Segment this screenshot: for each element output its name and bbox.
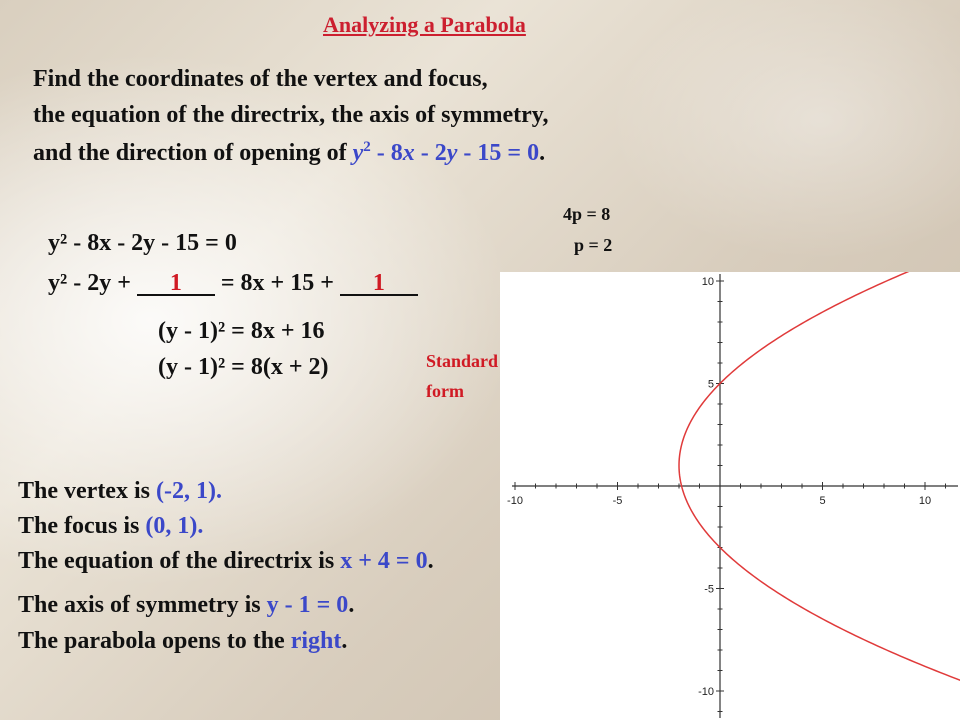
y-tick-label: 5 bbox=[707, 378, 714, 391]
step-3-equation: (y - 1)² = 8x + 16 bbox=[158, 318, 325, 344]
parabola-graph bbox=[500, 272, 960, 720]
step-4-equation: (y - 1)² = 8(x + 2) bbox=[158, 354, 329, 380]
answer-directrix: The equation of the directrix is x + 4 = 0. bbox=[18, 548, 434, 574]
y-tick-label: -10 bbox=[698, 686, 714, 698]
answer-axis: The axis of symmetry is y - 1 = 0. bbox=[18, 592, 355, 618]
step-1-equation: y² - 8x - 2y - 15 = 0 bbox=[48, 230, 237, 256]
y-tick-label: -5 bbox=[704, 583, 714, 596]
x-tick-label: -5 bbox=[612, 495, 623, 507]
x-tick-label: 10 bbox=[918, 495, 932, 507]
step-2-equation: y² - 2y + 1 = 8x + 15 + 1 bbox=[48, 270, 418, 297]
page-title: Analyzing a Parabola bbox=[323, 12, 526, 37]
answer-opens: The parabola opens to the right. bbox=[18, 628, 348, 654]
y-tick-label: 10 bbox=[701, 276, 714, 288]
question-line-2: the equation of the directrix, the axis of symmetry, bbox=[33, 102, 549, 128]
x-tick-label: 5 bbox=[819, 495, 826, 507]
x-tick-label: -10 bbox=[507, 495, 523, 507]
graph-canvas bbox=[500, 272, 960, 720]
question-line-3: and the direction of opening of $y^2 - 8x - 2y - 15 = 0$. bbox=[33, 139, 546, 166]
blank-2-value: 1 bbox=[372, 270, 385, 296]
question-line-1: Find the coordinates of the vertex and focus, bbox=[33, 66, 488, 92]
blank-1-value: 1 bbox=[169, 270, 182, 296]
standard-form-label: Standard form bbox=[426, 351, 499, 401]
side-calc-4p: 4p = 8 bbox=[563, 204, 611, 224]
answer-focus: The focus is (0, 1). bbox=[18, 513, 204, 539]
side-calc-p: p = 2 bbox=[574, 235, 613, 255]
answer-vertex: The vertex is (-2, 1). bbox=[18, 478, 222, 504]
